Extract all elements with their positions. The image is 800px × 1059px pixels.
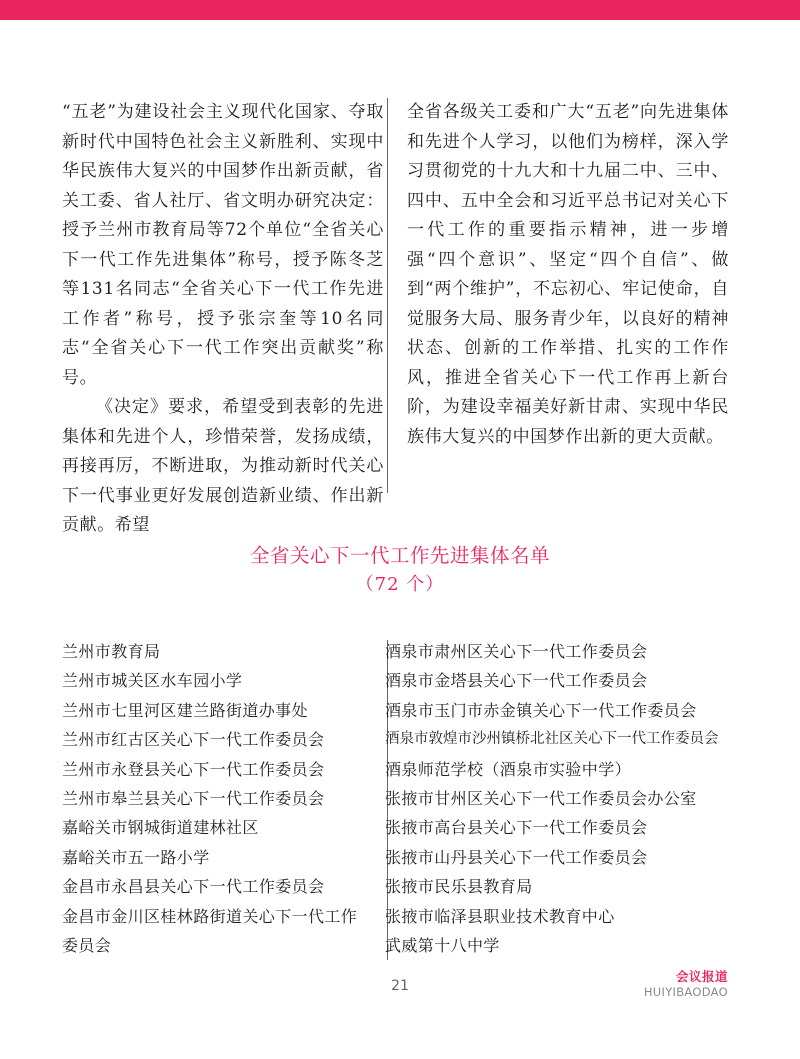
- list-item: 嘉峪关市五一路小学: [62, 847, 210, 867]
- list-item: 兰州市红古区关心下一代工作委员会: [62, 730, 325, 750]
- list-item: 兰州市七里河区建兰路街道办事处: [62, 700, 309, 720]
- article-paragraph: 全省各级关工委和广大“五老”向先进集体和先进个人学习，以他们为榜样，深入学习贯彻党的十九大和十九届二中、三中、四中、五中全会和习近平总书记对关心下一代工作的重要指示精神，进一步增强“四个意识”、坚定“四个自信”、做到“两个维护”，不忘初心、牢记使命，自觉服务大局、服务青少年，以良好的精神状态、创新的工作举措、扎实的工作作风，推进全省关心下一代工作再上新台阶，为建设幸福美好新甘肃、实现中华民族伟大复兴的中国梦作出新的更大贡献。: [407, 102, 729, 447]
- list-title: 全省关心下一代工作先进集体名单: [249, 544, 550, 567]
- list-item: 武威第十八中学: [385, 936, 500, 956]
- list-item: 张掖市临泽县职业技术教育中心: [385, 906, 615, 926]
- brand-cn: 会议报道: [675, 969, 728, 984]
- list-item: 酒泉市金塔县关心下一代工作委员会: [385, 671, 648, 691]
- page-number: 21: [391, 978, 409, 994]
- list-item: 兰州市永登县关心下一代工作委员会: [62, 759, 325, 779]
- list-item: 兰州市教育局: [62, 642, 161, 661]
- list-item: 张掖市高台县关心下一代工作委员会: [385, 818, 648, 838]
- article-paragraph: 《决定》要求，希望受到表彰的先进集体和先进个人，珍惜荣誉，发扬成绩，再接再厉，不断进取，为推动新时代关心下一代事业更好发展创造新业绩、作出新贡献。希望: [62, 397, 384, 535]
- list-item: 金昌市金川区桂林路街道关心下一代工作委员会: [62, 906, 358, 956]
- article-left-column: [62, 98, 384, 541]
- list-item: 酒泉市敦煌市沙州镇桥北社区关心下一代工作委员会: [385, 731, 719, 748]
- list-item: 张掖市民乐县教育局: [385, 877, 533, 897]
- list-item: 酒泉市玉门市赤金镇关心下一代工作委员会: [385, 700, 697, 720]
- article-right-column: [407, 98, 729, 452]
- org-list-right: [385, 637, 735, 960]
- list-item: 金昌市永昌县关心下一代工作委员会: [62, 877, 325, 897]
- article-paragraph: “五老”为建设社会主义现代化国家、夺取新时代中国特色社会主义新胜利、实现中华民族伟大复兴的中国梦作出新贡献，省关工委、省人社厅、省文明办研究决定：授予兰州市教育局等72个单位“全省关心下一代工作先进集体”称号，授予陈冬芝等131名同志“全省关心下一代工作先进工作者”称号，授予张宗奎等10名同志“全省关心下一代工作突出贡献奖”称号。: [62, 102, 384, 388]
- list-item: 嘉峪关市钢城街道建林社区: [62, 818, 259, 838]
- list-count: （72 个）: [355, 574, 445, 595]
- footer-brand: [644, 969, 728, 999]
- list-item: 兰州市城关区水车园小学: [62, 671, 243, 691]
- list-item: 张掖市甘州区关心下一代工作委员会办公室: [385, 789, 697, 809]
- list-item: 兰州市皋兰县关心下一代工作委员会: [62, 789, 325, 809]
- list-item: 张掖市山丹县关心下一代工作委员会: [385, 847, 648, 867]
- org-list-left: [62, 637, 372, 960]
- list-item: 酒泉市肃州区关心下一代工作委员会: [385, 642, 648, 661]
- column-divider: [387, 98, 388, 493]
- list-item: 酒泉师范学校（酒泉市实验中学）: [385, 759, 632, 779]
- top-accent-bar: [0, 0, 800, 20]
- brand-en: HUIYIBAODAO: [643, 985, 728, 999]
